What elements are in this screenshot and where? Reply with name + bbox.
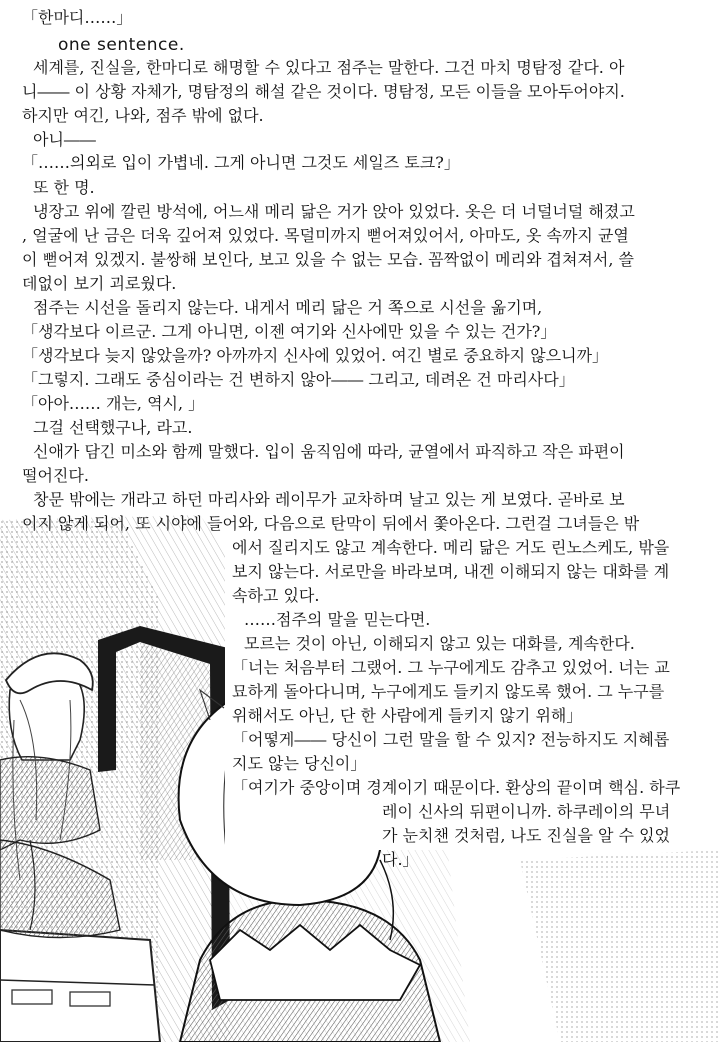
text-line: 창문 밖에는 개라고 하던 마리사와 레이무가 교차하며 날고 있는 게 보였다. 곧바로 보 xyxy=(33,490,625,509)
text-line: 「한마디……」 xyxy=(22,8,133,27)
text-line: 「생각보다 이르군. 그게 아니면, 이젠 여기와 신사에만 있을 수 있는 건가?」 xyxy=(22,322,557,341)
text-line: 냉장고 위에 깔린 방석에, 어느새 메리 닮은 거가 앉아 있었다. 옷은 더 너덜너덜 해졌고 xyxy=(33,202,635,221)
text-line: 이 뻗어져 있겠지. 불쌍해 보인다, 보고 있을 수 없는 모습. 꼼짝없이 메리와 겹쳐져서, 쓸 xyxy=(22,250,634,269)
text-line: 또 한 명. xyxy=(33,178,95,197)
text-line: 「생각보다 늦지 않았을까? 아까까지 신사에 있었어. 여긴 별로 중요하지 않으니까」 xyxy=(22,346,609,365)
text-line: 하지만 여긴, 나와, 점주 밖에 없다. xyxy=(22,106,264,125)
text-line: , 얼굴에 난 금은 더욱 깊어져 있었다. 목덜미까지 뻗어져있어서, 아마도, 옷 속까지 균열 xyxy=(22,226,629,245)
text-line: 묘하게 돌아다니며, 누구에게도 들키지 않도록 했어. 그 누구를 xyxy=(232,682,665,701)
refrigerator xyxy=(0,930,160,1042)
text-line: 아니―― xyxy=(33,130,96,149)
text-line: 「너는 처음부터 그랬어. 그 누구에게도 감추고 있었어. 너는 교 xyxy=(232,658,670,677)
text-line: 점주는 시선을 돌리지 않는다. 내게서 메리 닮은 거 쪽으로 시선을 옮기며, xyxy=(33,298,543,317)
text-line: one sentence. xyxy=(58,35,185,55)
text-line: 속하고 있다. xyxy=(232,586,320,605)
text-line: 이지 않게 되어, 또 시야에 들어와, 다음으로 탄막이 뒤에서 쫓아온다. 그런걸 그녀들은 밖 xyxy=(22,514,640,533)
text-line: 「아아…… 개는, 역시, 」 xyxy=(22,394,205,413)
text-line: 그걸 선택했구나, 라고. xyxy=(33,418,193,437)
text-line: 위해서도 아닌, 단 한 사람에게 들키지 않기 위해」 xyxy=(232,706,583,725)
text-line: 다.」 xyxy=(382,850,419,869)
text-line: 레이 신사의 뒤편이니까. 하쿠레이의 무녀 xyxy=(382,802,671,821)
text-line: 가 눈치챈 것처럼, 나도 진실을 알 수 있었 xyxy=(382,826,670,845)
text-line: 「어떻게―― 당신이 그런 말을 할 수 있지? 전능하지도 지혜롭 xyxy=(232,730,670,749)
text-line: 떨어진다. xyxy=(22,466,89,485)
text-line: ……점주의 말을 믿는다면. xyxy=(244,610,431,629)
text-line: 세계를, 진실을, 한마디로 해명할 수 있다고 점주는 말한다. 그건 마치 명탐정 같다. 아 xyxy=(33,58,625,77)
text-line: 데없이 보기 괴로웠다. xyxy=(22,274,177,293)
text-line: 「그렇지. 그래도 중심이라는 건 변하지 않아―― 그리고, 데려온 건 마리사다」 xyxy=(22,370,575,389)
text-line: 보지 않는다. 서로만을 바라보며, 내겐 이해되지 않는 대화를 계 xyxy=(232,562,670,581)
text-line: 「여기가 중앙이며 경계이기 때문이다. 환상의 끝이며 핵심. 하쿠 xyxy=(232,778,681,797)
text-line: 모르는 것이 아닌, 이해되지 않고 있는 대화를, 계속한다. xyxy=(244,634,635,653)
text-line: 「……의외로 입이 가볍네. 그게 아니면 그것도 세일즈 토크?」 xyxy=(22,153,460,172)
text-line: 신애가 담긴 미소와 함께 말했다. 입이 움직임에 따라, 균열에서 파직하고 작은 파편이 xyxy=(33,442,625,461)
text-line: 니―― 이 상황 자체가, 명탐정의 해설 같은 것이다. 명탐정, 모든 이들을 모아두어야지. xyxy=(22,82,625,101)
text-line: 지도 않는 당신이」 xyxy=(232,754,367,773)
text-line: 에서 질리지도 않고 계속한다. 메리 닮은 거도 린노스케도, 밖을 xyxy=(232,538,670,557)
